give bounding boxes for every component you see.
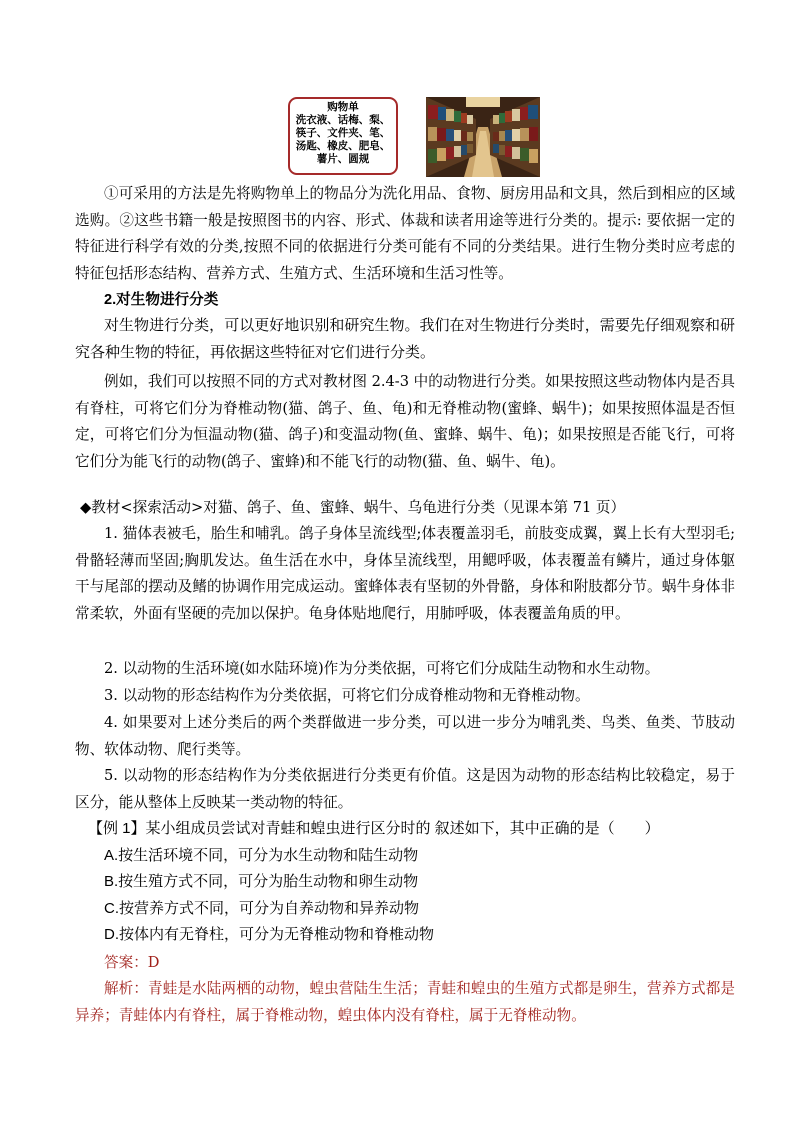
library-bookshelves-image [426,97,540,177]
example-option-d: D.按体内有无脊柱，可分为无脊椎动物和脊椎动物 [104,926,435,943]
example-option-c: C.按营养方式不同，可分为自养动物和异养动物 [104,900,420,917]
example-question: 【例 1】某小组成员尝试对青蛙和蝗虫进行区分时的 叙述如下，其中正确的是（ ） [88,820,660,837]
example-option-a: A.按生活环境不同，可分为水生动物和陆生动物 [104,847,419,864]
intro-answer-paragraph: ①可采用的方法是先将购物单上的物品分为洗化用品、食物、厨房用品和文具，然后到相应的区域选购。②这些书籍一般是按照图书的内容、形式、体裁和读者用途等进行分类的。提示: 要依据一定的特征进行科学有效的分类,按照不同的依据进行分类可能有不同的分类结果。进行生物分类时应考虑的特征包括形态结构、营养方式、生殖方式、生活环境和生活习性等。 [75,185,735,282]
activity-item: 1. 猫体表被毛，胎生和哺乳。鸽子身体呈流线型;体表覆盖羽毛，前肢变成翼，翼上长有大型羽毛;骨骼轻薄而坚固;胸肌发达。鱼生活在水中，身体呈流线型，用鳃呼吸，体表覆盖有鳞片，通过身体躯干与尾部的摆动及鳍的协调作用完成运动。蜜蜂体表有坚韧的外骨骼，身体和附肢都分节。蜗牛身体非常柔软，外面有坚硬的壳加以保护。龟身体贴地爬行，用肺呼吸，体表覆盖角质的甲。 [75,525,735,622]
shopping-list-card [288,97,398,175]
shopping-list-line: 筷子、文件夹、笔、 [295,127,391,139]
section-paragraph: 对生物进行分类，可以更好地识别和研究生物。我们在对生物进行分类时，需要先仔细观察和研究各种生物的特征，再依据这些特征对它们进行分类。 [75,317,735,361]
activity-item: 5. 以动物的形态结构作为分类依据进行分类更有价值。这是因为动物的形态结构比较稳定，易于区分，能从整体上反映某一类动物的特征。 [75,767,735,811]
example-option-b: B.按生殖方式不同，可分为胎生动物和卵生动物 [104,873,419,890]
activity-item: 4. 如果要对上述分类后的两个类群做进一步分类，可以进一步分为哺乳类、鸟类、鱼类、节肢动物、软体动物、爬行类等。 [75,714,735,758]
activity-item: 3. 以动物的形态结构作为分类依据，可将它们分成脊椎动物和无脊椎动物。 [104,687,590,704]
shopping-list-line: 汤匙、橡皮、肥皂、 [295,140,391,152]
shopping-list-line: 薯片、圆规 [316,153,370,165]
activity-title: ◆教材<探索活动>对猫、鸽子、鱼、蜜蜂、蜗牛、乌龟进行分类（见课本第 71 页） [80,499,626,516]
shopping-list-line: 洗衣液、话梅、梨、 [295,114,391,126]
example-answer: 答案：D [104,954,160,971]
example-analysis: 解析：青蛙是水陆两栖的动物，蝗虫营陆生生活；青蛙和蝗虫的生殖方式都是卵生，营养方式都是异养；青蛙体内有脊柱，属于脊椎动物，蝗虫体内没有脊柱，属于无脊椎动物。 [75,980,735,1024]
activity-item: 2. 以动物的生活环境(如水陆环境)作为分类依据，可将它们分成陆生动物和水生动物。 [104,660,660,677]
section-heading: 2.对生物进行分类 [104,292,219,308]
shopping-list-title: 购物单 [327,101,359,113]
section-paragraph: 例如，我们可以按照不同的方式对教材图 2.4-3 中的动物进行分类。如果按照这些动物体内是否具有脊柱，可将它们分为脊椎动物(猫、鸽子、鱼、龟)和无脊椎动物(蜜蜂、蜗牛)；如果按照体温是否恒定，可将它们分为恒温动物(猫、鸽子)和变温动物(鱼、蜜蜂、蜗牛、龟)；如果按照是否能飞行，可将它们分为能飞行的动物(鸽子、蜜蜂)和不能飞行的动物(猫、鱼、蜗牛、龟)。 [75,373,735,470]
